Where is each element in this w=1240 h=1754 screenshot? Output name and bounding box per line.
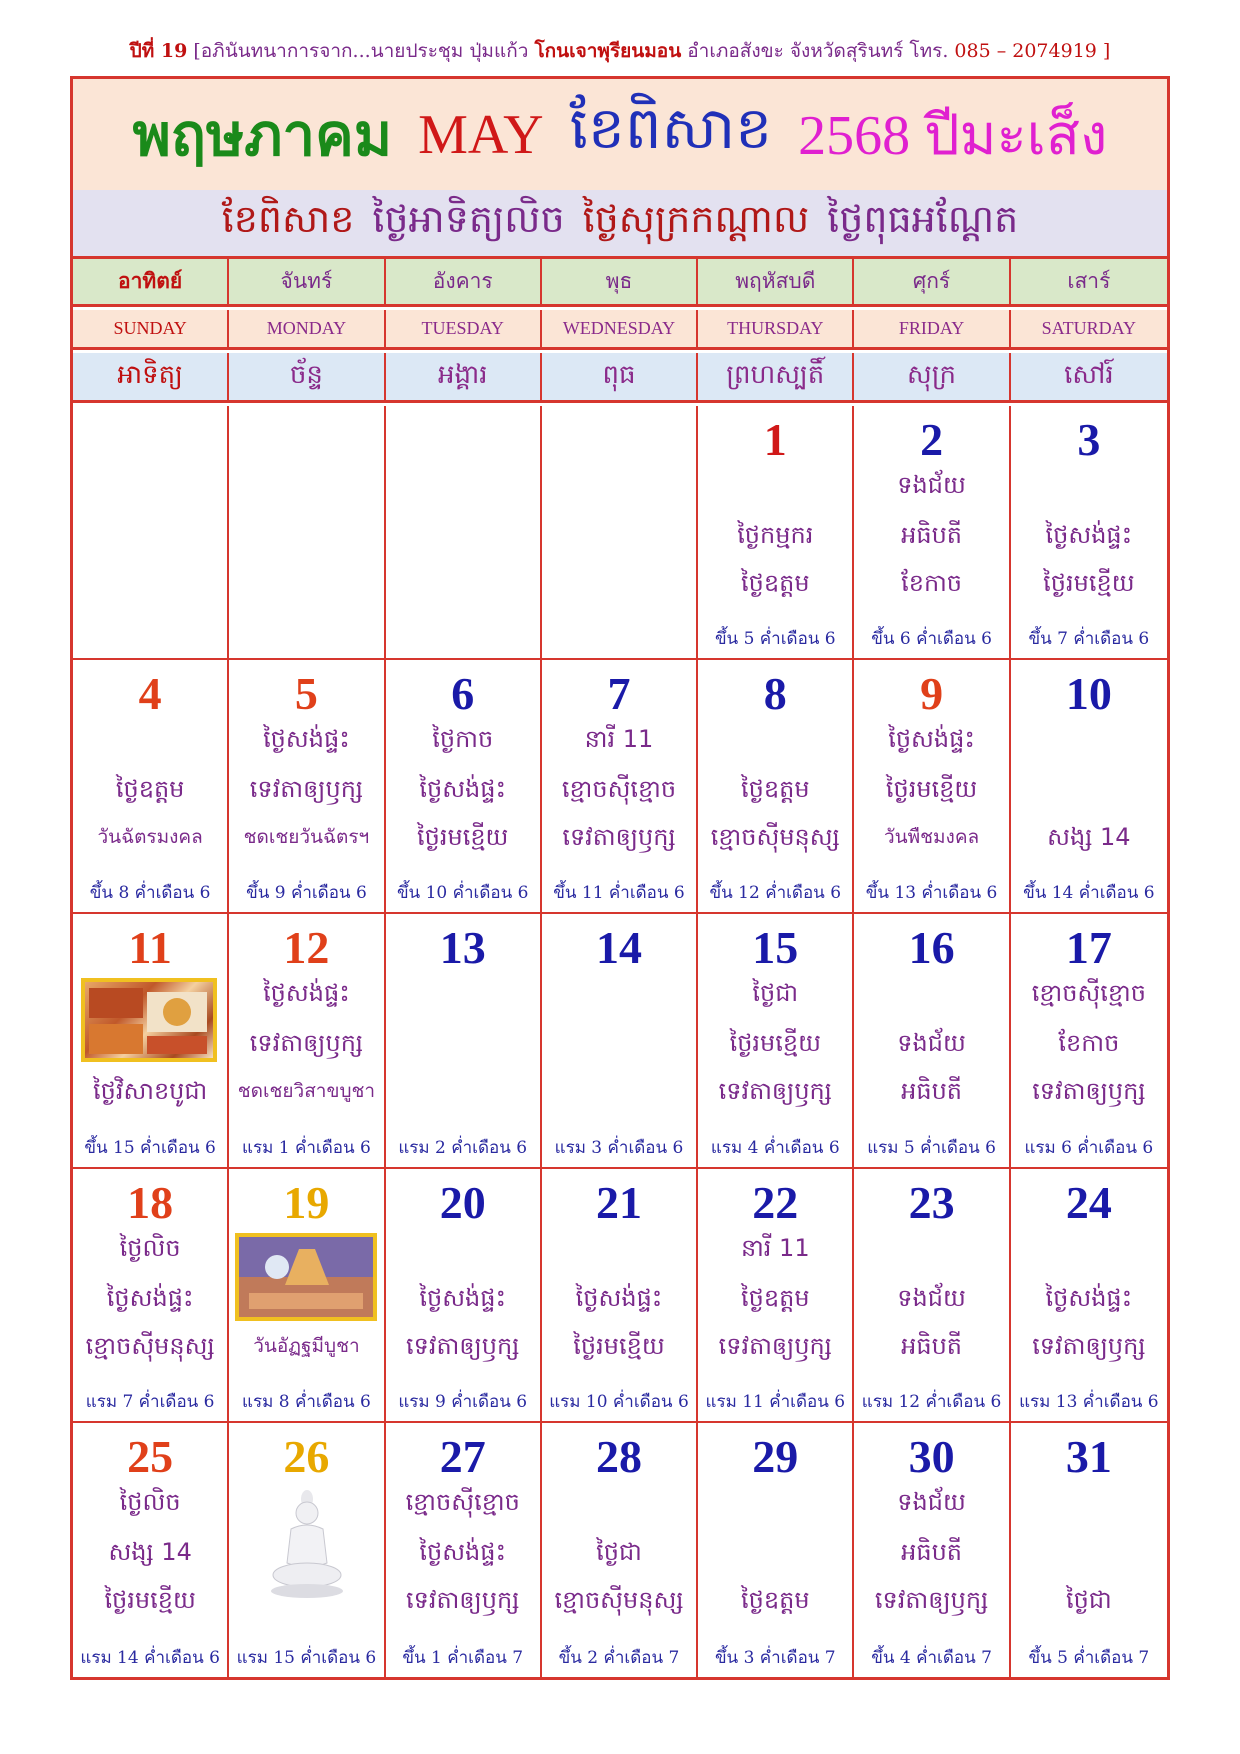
calendar-title	[73, 79, 1167, 193]
day-number: 2	[920, 414, 944, 465]
day-note: នារី 11	[584, 725, 654, 754]
day-note: ទេវតាឲ្យឫក្ស	[249, 775, 364, 804]
day-note: ទេវតាឲ្យឫក្ស	[406, 1585, 520, 1614]
weekday-english: TUESDAY	[386, 310, 542, 347]
day-note: ថ្ងៃជា	[596, 1537, 642, 1566]
subtitle-part-1: ខែពិសាខ	[221, 197, 355, 241]
day-number: 25	[127, 1430, 174, 1482]
day-cell-10	[1011, 660, 1167, 914]
weekday-english: SATURDAY	[1041, 318, 1137, 338]
day-cell-24	[1011, 1169, 1167, 1423]
lunar-date: แรม 15 ค่ำเดือน 6	[236, 1647, 377, 1668]
day-note: ទេវតាឲ្យឫក្ស	[1032, 1077, 1146, 1106]
day-number: 4	[138, 668, 162, 720]
day-note: ទងជ័យ	[897, 1487, 966, 1516]
lunar-date: แรม 13 ค่ำเดือน 6	[1019, 1391, 1159, 1412]
day-cell-18	[73, 1169, 229, 1423]
day-number: 14	[595, 922, 642, 974]
english-month-title: MAY	[418, 103, 544, 166]
empty-cell	[73, 406, 229, 660]
buddha-statue-icon	[267, 1485, 347, 1603]
day-note: អធិបតី	[901, 1331, 963, 1360]
weekday-header-english	[73, 310, 1167, 350]
day-number: 13	[439, 922, 486, 974]
lunar-date: ขึ้น 12 ค่ำเดือน 6	[709, 883, 842, 904]
lunar-date: ขึ้น 6 ค่ำเดือน 6	[871, 629, 992, 650]
day-note: ថ្ងៃសង់ផ្ទះ	[106, 1283, 194, 1312]
lunar-date: ขึ้น 11 ค่ำเดือน 6	[553, 883, 685, 904]
day-note: ទងជ័យ	[897, 471, 966, 499]
day-note: ថ្ងៃរមខ្មើយ	[729, 1029, 821, 1058]
day-note: ชดเชยวิสาขบูชา	[237, 1080, 376, 1103]
day-number: 15	[752, 922, 799, 974]
lunar-date: ขึ้น 2 ค่ำเดือน 7	[558, 1647, 680, 1668]
lunar-date: แรม 12 ค่ำเดือน 6	[861, 1391, 1002, 1412]
lunar-date: ขึ้น 7 ค่ำเดือน 6	[1028, 629, 1150, 650]
day-cell-31	[1011, 1423, 1167, 1677]
day-number: 27	[439, 1430, 486, 1482]
day-cell-3	[1011, 406, 1167, 660]
day-cell-28	[542, 1423, 698, 1677]
day-note: ថ្ងៃឧត្តម	[741, 1283, 810, 1312]
weekday-english: WEDNESDAY	[542, 310, 698, 347]
khmer-month-title: ខែពិសាខ	[569, 94, 773, 162]
day-note: ថ្ងៃសង់ផ្ទះ	[263, 979, 350, 1008]
day-note: អធិបតី	[901, 1077, 963, 1106]
weekday-header-thai	[73, 259, 1167, 307]
day-note: ទងជ័យ	[897, 1283, 966, 1312]
lunar-date: แรม 10 ค่ำเดือน 6	[549, 1391, 689, 1412]
weekday-thai: เสาร์	[1067, 269, 1111, 293]
day-cell-7	[542, 660, 698, 914]
day-note: ថ្ងៃកម្មករ	[737, 521, 814, 549]
day-note: วันฉัตรมงคล	[97, 826, 203, 849]
weekday-khmer: ច័ន្ទ	[229, 353, 385, 400]
day-note: ថ្ងៃរមខ្មើយ	[573, 1331, 665, 1360]
day-note: ថ្ងៃរមខ្មើយ	[417, 823, 509, 852]
edition-year: ปีที่ 19	[129, 40, 188, 62]
weekday-thai: พฤหัสบดี	[698, 259, 854, 304]
day-note: ទេវតាឲ្យឫក្ស	[406, 1331, 520, 1360]
day-number: 10	[1065, 668, 1112, 720]
day-number: 26	[283, 1430, 330, 1482]
weekday-khmer: ព្រហស្បតិ៍	[698, 353, 854, 400]
day-note: ខ្មោចស៊ីមនុស្ស	[554, 1585, 684, 1614]
calendar-subtitle	[73, 190, 1167, 259]
lunar-date: แรม 11 ค่ำเดือน 6	[705, 1391, 846, 1412]
lunar-date: ขึ้น 9 ค่ำเดือน 6	[246, 883, 367, 904]
day-note: ថ្ងៃរមខ្មើយ	[104, 1585, 196, 1614]
subtitle-part-3: ថ្ងៃសុក្រកណ្តាល	[582, 197, 810, 241]
lunar-date: แรม 4 ค่ำเดือน 6	[710, 1137, 840, 1158]
day-note: សង្ស 14	[1047, 823, 1131, 852]
weekday-thai: อาทิตย์	[73, 259, 229, 304]
day-cell-25	[73, 1423, 229, 1677]
day-note: ថ្ងៃសង់ផ្ទះ	[419, 775, 507, 804]
credit-location: อำเภอสังขะ จังหวัดสุรินทร์ โทร.	[687, 40, 949, 62]
day-cell-15	[698, 914, 854, 1168]
day-note: ទេវតាឲ្យឫក្ស	[874, 1585, 989, 1614]
weekday-khmer: ពុធ	[542, 353, 698, 400]
day-cell-30	[854, 1423, 1010, 1677]
day-note: วันพืชมงคล	[883, 826, 980, 849]
day-number: 21	[595, 1176, 642, 1228]
day-note: ថ្ងៃសង់ផ្ទះ	[888, 725, 975, 754]
day-number: 11	[128, 922, 172, 974]
calendar-frame	[70, 76, 1170, 1680]
weekday-english: MONDAY	[229, 310, 385, 347]
lunar-date: แรม 14 ค่ำเดือน 6	[80, 1647, 220, 1668]
day-note: ខ្មោចស៊ីមនុស្ស	[710, 823, 840, 852]
day-note: ថ្ងៃវិសាខបូជា	[93, 1077, 208, 1106]
day-note: ថ្ងៃសង់ផ្ទះ	[1045, 521, 1133, 549]
day-note: ទេវតាឲ្យឫក្ស	[1032, 1331, 1146, 1360]
lunar-date: ขึ้น 8 ค่ำเดือน 6	[89, 883, 211, 904]
lunar-date: แรม 7 ค่ำเดือน 6	[85, 1391, 215, 1412]
day-note: ខែកាច	[1058, 1029, 1120, 1058]
weekday-khmer: សៅរ៍	[1064, 359, 1114, 390]
visakha-bucha-photo-icon	[81, 978, 217, 1062]
school-name: โกนเจาพุรียนมอน	[534, 40, 682, 62]
day-cell-19	[229, 1169, 385, 1423]
day-note: ថ្ងៃសង់ផ្ទះ	[419, 1283, 507, 1312]
day-note: ខែកាច	[901, 569, 963, 597]
day-number: 17	[1065, 922, 1112, 974]
lunar-date: ขึ้น 13 ค่ำเดือน 6	[865, 883, 998, 904]
day-note: ថ្ងៃលិច	[119, 1487, 181, 1516]
day-note: ខ្មោចស៊ីមនុស្ស	[85, 1331, 215, 1360]
day-cell-23	[854, 1169, 1010, 1423]
day-cell-14	[542, 914, 698, 1168]
day-note: ថ្ងៃសង់ផ្ទះ	[419, 1537, 507, 1566]
day-note: អធិបតី	[901, 521, 963, 549]
lunar-date: ขึ้น 3 ค่ำเดือน 7	[714, 1647, 836, 1668]
lunar-date: ขึ้น 10 ค่ำเดือน 6	[396, 883, 529, 904]
day-number: 23	[908, 1176, 955, 1228]
weekday-khmer: អាទិត្យ	[73, 353, 229, 400]
day-number: 5	[294, 668, 318, 720]
day-note: ថ្ងៃជា	[1066, 1585, 1112, 1614]
day-cell-12	[229, 914, 385, 1168]
day-number: 29	[752, 1430, 799, 1482]
day-note: ថ្ងៃរមខ្មើយ	[885, 775, 978, 804]
lunar-date: ขึ้น 4 ค่ำเดือน 7	[871, 1647, 992, 1668]
day-cell-11	[73, 914, 229, 1168]
day-number: 31	[1065, 1430, 1112, 1482]
day-cell-2	[854, 406, 1010, 660]
day-note: ชดเชยวันฉัตรฯ	[243, 826, 370, 849]
day-number: 18	[127, 1176, 174, 1228]
lunar-date: ขึ้น 14 ค่ำเดือน 6	[1023, 883, 1155, 904]
day-number: 30	[908, 1430, 955, 1482]
day-note: ថ្ងៃរមខ្មើយ	[1043, 569, 1135, 597]
day-cell-16	[854, 914, 1010, 1168]
day-number: 19	[283, 1176, 330, 1228]
day-note: ខ្មោចស៊ីខ្មោច	[405, 1487, 520, 1516]
day-note: ថ្ងៃសង់ផ្ទះ	[263, 725, 350, 754]
day-cell-22	[698, 1169, 854, 1423]
day-cell-27	[386, 1423, 542, 1677]
day-cell-13	[386, 914, 542, 1168]
day-cell-8	[698, 660, 854, 914]
day-note: วันอัฏฐมีบูชา	[253, 1334, 360, 1357]
day-note: ថ្ងៃឧត្តម	[115, 775, 185, 804]
lunar-date: แรม 2 ค่ำเดือน 6	[398, 1137, 528, 1158]
day-note: ថ្ងៃលិច	[119, 1233, 181, 1262]
day-number: 1	[763, 414, 787, 465]
day-cell-26	[229, 1423, 385, 1677]
day-note: ថ្ងៃជា	[752, 979, 799, 1008]
calendar-grid	[73, 406, 1167, 1677]
day-note: សង្ស 14	[108, 1537, 192, 1566]
weekday-header-khmer	[73, 353, 1167, 403]
day-number: 3	[1077, 414, 1101, 465]
day-note: ទេវតាឲ្យឫក្ស	[249, 1029, 364, 1058]
subtitle-part-4: ថ្ងៃពុធអណ្តែត	[827, 197, 1019, 241]
day-note: ទងជ័យ	[897, 1029, 966, 1058]
weekday-khmer: សុក្រ	[854, 353, 1010, 400]
credit-line	[0, 36, 1240, 66]
day-note: ខ្មោចស៊ីខ្មោច	[1031, 979, 1146, 1008]
empty-cell	[386, 406, 542, 660]
day-cell-21	[542, 1169, 698, 1423]
thai-month-title: พฤษภาคม	[132, 101, 393, 169]
lunar-date: แรม 6 ค่ำเดือน 6	[1024, 1137, 1154, 1158]
day-number: 28	[595, 1430, 642, 1482]
day-cell-4	[73, 660, 229, 914]
day-note: ថ្ងៃឧត្តម	[741, 1585, 810, 1614]
day-cell-17	[1011, 914, 1167, 1168]
credit-text: [อภินันทนาการจาก...นายประชุม ปุ่มแก้ว	[193, 40, 529, 62]
day-cell-29	[698, 1423, 854, 1677]
empty-cell	[229, 406, 385, 660]
weekday-thai: อังคาร	[386, 259, 542, 304]
weekday-khmer: អង្គារ	[386, 353, 542, 400]
day-note: នារី 11	[740, 1233, 810, 1262]
lunar-date: ขึ้น 5 ค่ำเดือน 6	[714, 629, 836, 650]
weekday-english: THURSDAY	[698, 310, 854, 347]
weekday-english: SUNDAY	[73, 310, 229, 347]
day-note: ថ្ងៃសង់ផ្ទះ	[1045, 1283, 1133, 1312]
weekday-english: FRIDAY	[854, 310, 1010, 347]
lunar-date: ขึ้น 1 ค่ำเดือน 7	[402, 1647, 524, 1668]
day-note: ទេវតាឲ្យឫក្ស	[562, 823, 676, 852]
day-note: ទេវតាឲ្យឫក្ស	[718, 1077, 832, 1106]
day-note: អធិបតី	[901, 1537, 963, 1566]
day-number: 6	[451, 668, 475, 720]
day-cell-20	[386, 1169, 542, 1423]
lunar-date: แรม 3 ค่ำเดือน 6	[554, 1137, 684, 1158]
day-note: ខ្មោចស៊ីខ្មោច	[561, 775, 677, 804]
lunar-date: ขึ้น 15 ค่ำเดือน 6	[84, 1137, 216, 1158]
day-note: ថ្ងៃសង់ផ្ទះ	[575, 1283, 663, 1312]
lunar-date: แรม 9 ค่ำเดือน 6	[398, 1391, 528, 1412]
lunar-date: แรม 8 ค่ำเดือน 6	[242, 1391, 371, 1412]
lunar-date: แรม 5 ค่ำเดือน 6	[867, 1137, 996, 1158]
day-cell-9	[854, 660, 1010, 914]
subtitle-part-2: ថ្ងៃអាទិត្យលិច	[372, 197, 565, 241]
atthami-bucha-photo-icon	[235, 1233, 377, 1321]
day-note: ទេវតាឲ្យឫក្ស	[718, 1331, 832, 1360]
empty-cell	[542, 406, 698, 660]
day-note: ថ្ងៃឧត្តម	[741, 569, 810, 597]
weekday-thai: ศุกร์	[854, 259, 1010, 304]
day-note: ថ្ងៃឧត្តម	[741, 775, 810, 804]
day-cell-5	[229, 660, 385, 914]
day-cell-6	[386, 660, 542, 914]
day-number: 16	[908, 922, 955, 974]
day-cell-1	[698, 406, 854, 660]
phone-number: 085 – 2074919 ]	[954, 40, 1111, 62]
day-number: 7	[607, 668, 631, 720]
weekday-thai: พุธ	[542, 259, 698, 304]
day-number: 22	[752, 1176, 799, 1228]
lunar-date: แรม 1 ค่ำเดือน 6	[242, 1137, 371, 1158]
day-number: 9	[920, 668, 944, 720]
day-note: ថ្ងៃកាច	[432, 725, 494, 754]
weekday-thai: จันทร์	[229, 259, 385, 304]
day-number: 12	[283, 922, 330, 974]
day-number: 24	[1065, 1176, 1112, 1228]
year-title: 2568 ปีมะเส็ง	[798, 105, 1108, 167]
day-number: 20	[439, 1176, 486, 1228]
lunar-date: ขึ้น 5 ค่ำเดือน 7	[1028, 1647, 1150, 1668]
day-number: 8	[763, 668, 787, 720]
